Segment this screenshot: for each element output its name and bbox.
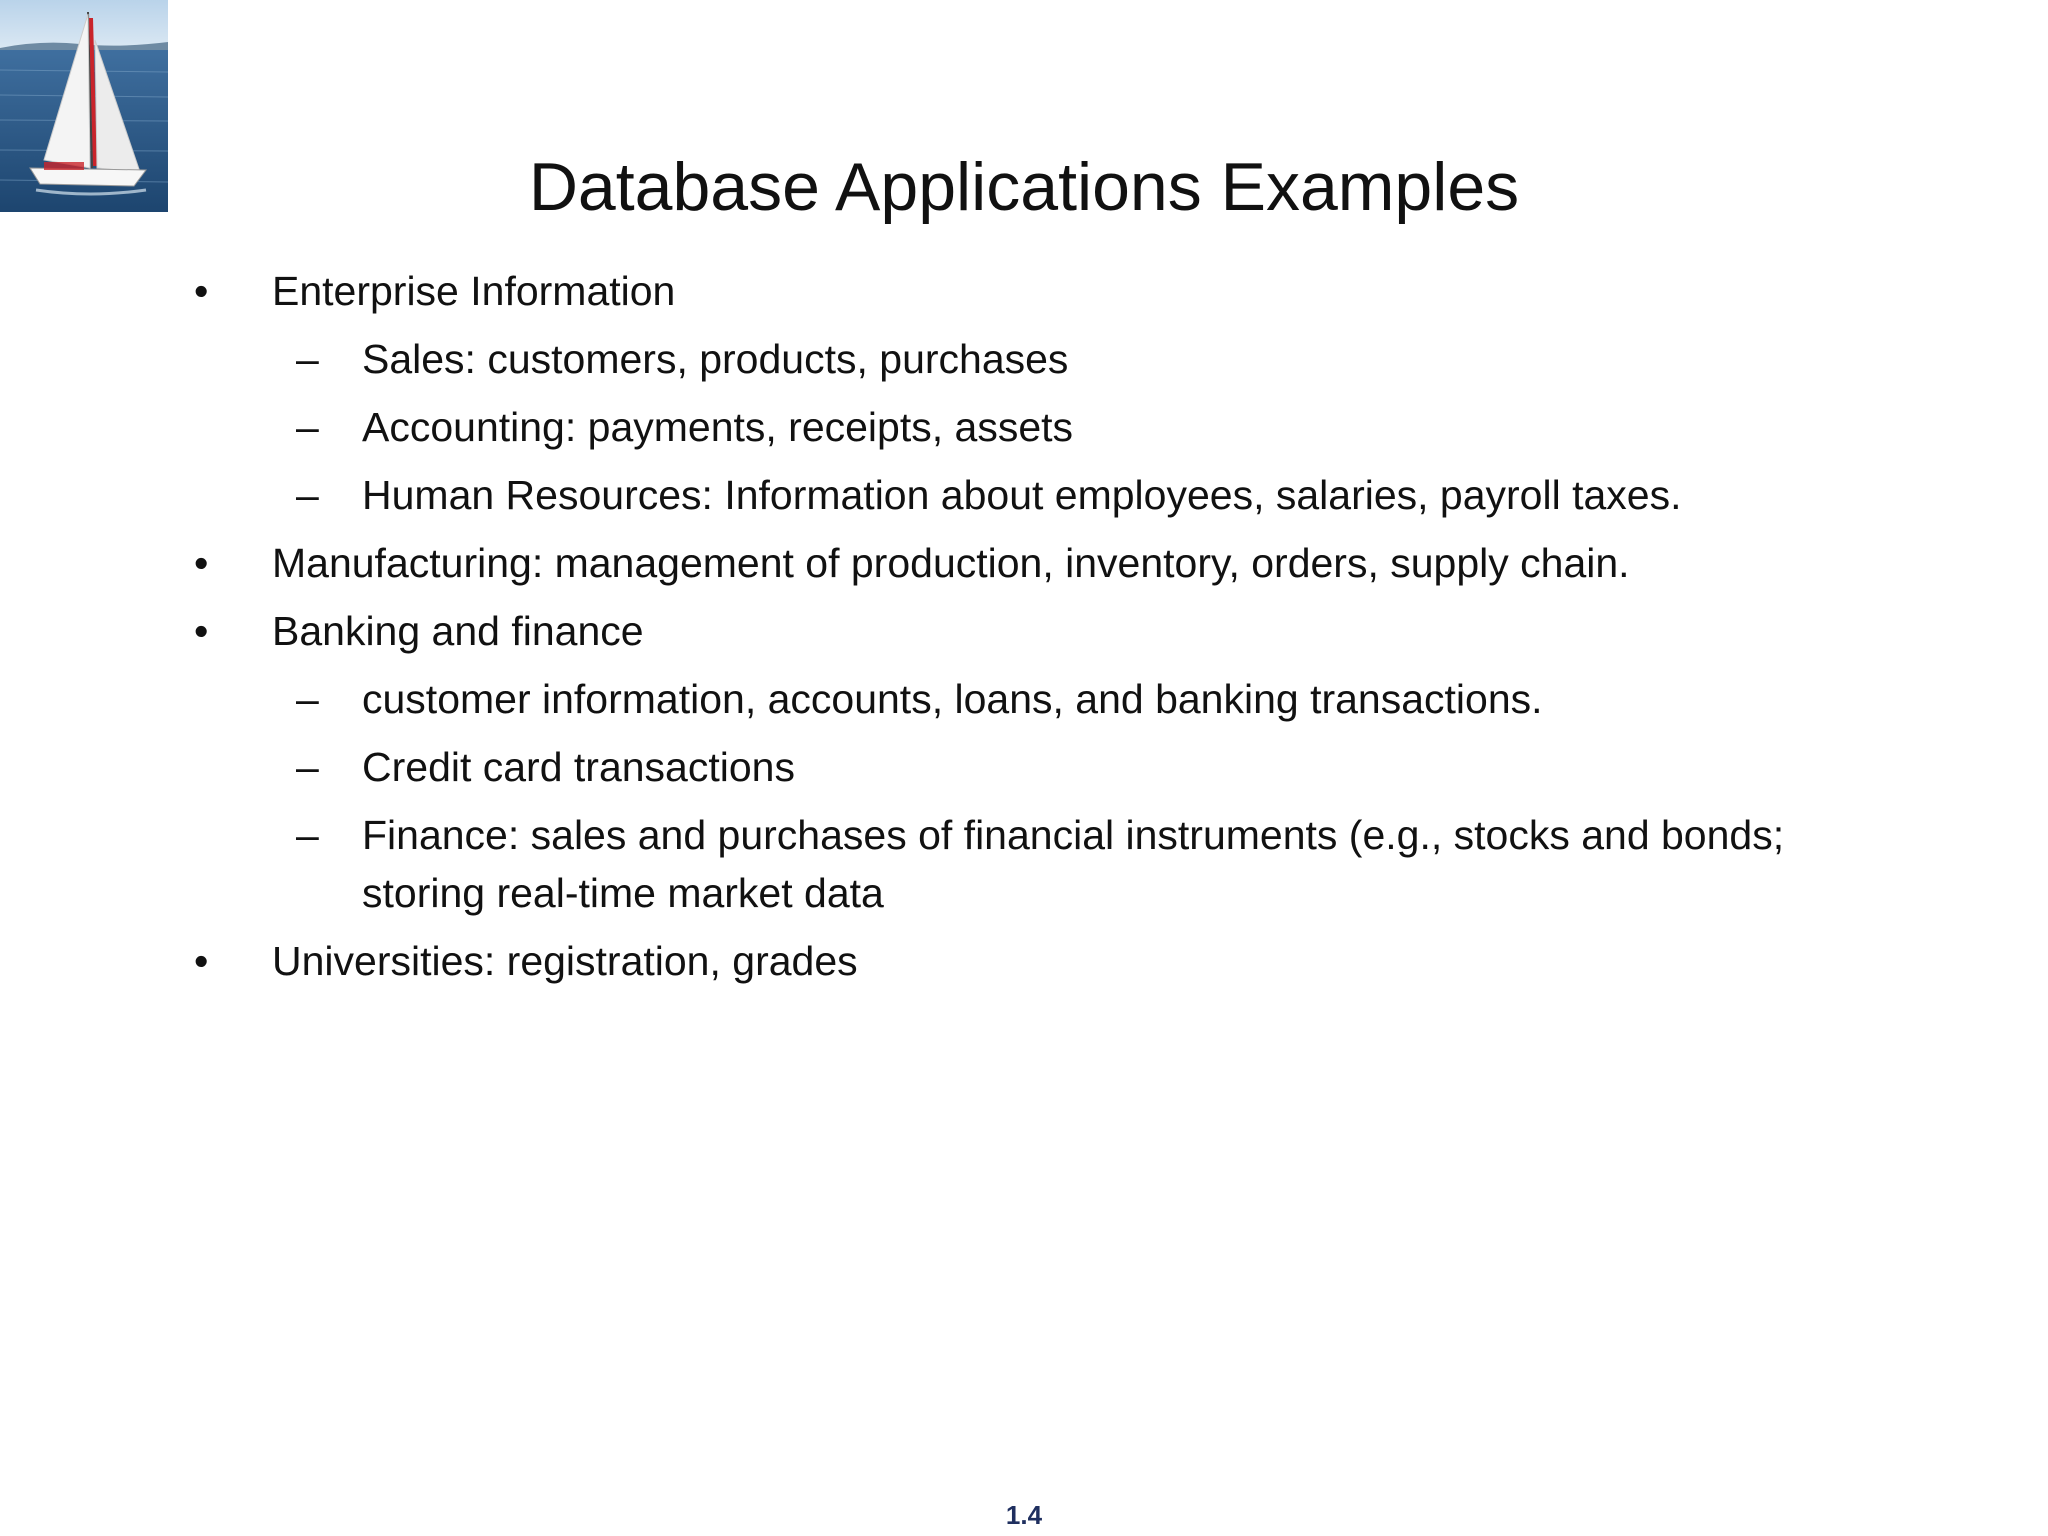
sub-bullet-text: Accounting: payments, receipts, assets	[362, 404, 1074, 450]
bullet-marker: •	[194, 268, 209, 314]
bullet-text: Enterprise Information	[272, 268, 676, 314]
dash-marker: –	[296, 744, 319, 790]
dash-marker: –	[296, 336, 319, 382]
slide-title: Database Applications Examples	[528, 149, 1520, 225]
bullet-text: Manufacturing: management of production, inventory, orders, supply chain.	[272, 540, 1630, 586]
dash-marker: –	[296, 812, 319, 858]
bullet-marker: •	[194, 540, 209, 586]
sub-bullet-text: Sales: customers, products, purchases	[362, 336, 1069, 382]
dash-marker: –	[296, 404, 319, 450]
sub-bullet-text: customer information, accounts, loans, and banking transactions.	[362, 676, 1543, 722]
sub-bullet-item	[190, 330, 1810, 388]
bullet-item	[190, 262, 1810, 320]
bullet-item	[190, 932, 1810, 990]
sub-bullet-item	[190, 806, 1810, 922]
bullet-marker: •	[194, 608, 209, 654]
sub-bullet-item	[190, 738, 1810, 796]
sub-bullet-item	[190, 670, 1810, 728]
sub-bullet-item	[190, 466, 1810, 524]
dash-marker: –	[296, 676, 319, 722]
sub-bullet-item	[190, 398, 1810, 456]
bullet-text: Banking and finance	[272, 608, 644, 654]
sub-bullet-text: Human Resources: Information about employees, salaries, payroll taxes.	[362, 472, 1682, 518]
sub-bullet-text: Finance: sales and purchases of financial instruments (e.g., stocks and bonds; storing real-time market data	[362, 812, 1785, 916]
page-number: 1.4	[1005, 1500, 1043, 1530]
bullet-marker: •	[194, 938, 209, 984]
dash-marker: –	[296, 472, 319, 518]
bullet-text: Universities: registration, grades	[272, 938, 858, 984]
bullet-item	[190, 534, 1810, 592]
bullet-item	[190, 602, 1810, 660]
bullet-list	[190, 262, 1810, 1000]
sub-bullet-text: Credit card transactions	[362, 744, 795, 790]
